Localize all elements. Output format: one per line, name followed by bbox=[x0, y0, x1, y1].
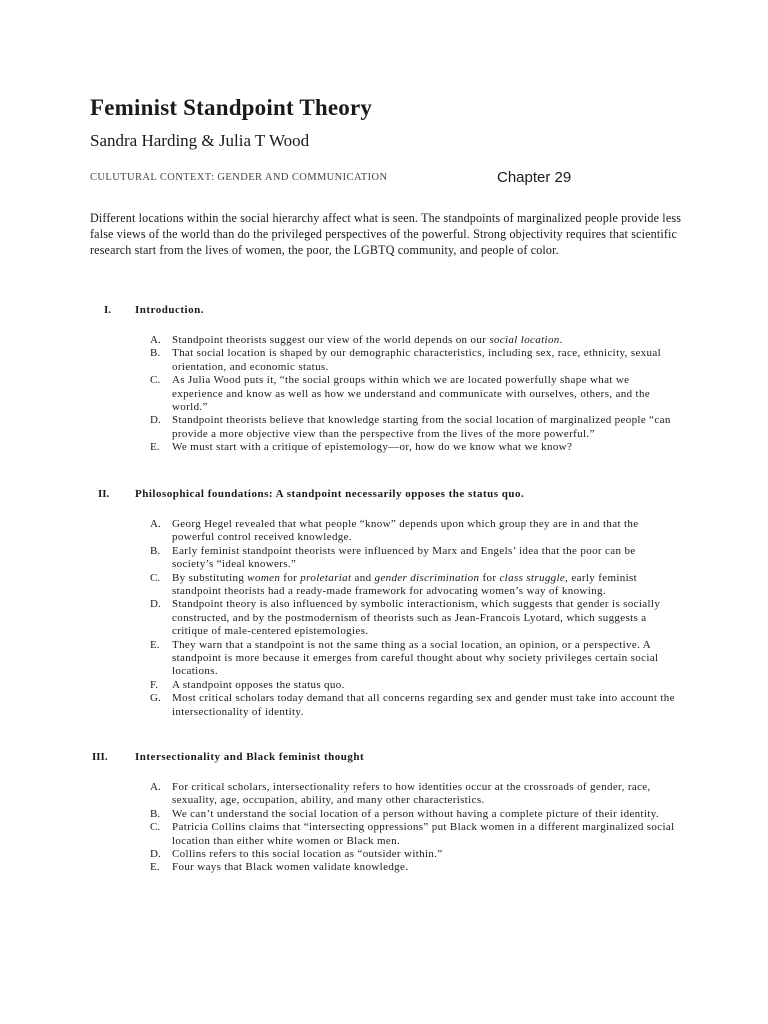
item-text-run: Early feminist standpoint theorists were influenced by Marx and Engels’ idea that the poor can be society’s “ideal knowers.” bbox=[172, 544, 636, 571]
chapter-label: Chapter 29 bbox=[497, 169, 572, 186]
outline-item bbox=[0, 441, 768, 454]
item-label: B. bbox=[150, 347, 161, 360]
item-text-run: for bbox=[280, 571, 301, 584]
item-text bbox=[172, 347, 677, 374]
item-emphasis: gender discrimination bbox=[374, 571, 480, 584]
item-label: C. bbox=[150, 571, 161, 584]
item-text-run: Four ways that Black women validate knowledge. bbox=[172, 861, 409, 874]
item-text-run: for bbox=[479, 571, 500, 584]
item-label: D. bbox=[150, 598, 161, 611]
item-label: D. bbox=[150, 848, 161, 861]
outline-item bbox=[0, 347, 768, 374]
item-label: A. bbox=[150, 518, 161, 530]
item-label: D. bbox=[150, 414, 161, 427]
item-label: E. bbox=[150, 861, 160, 874]
section-number: II. bbox=[98, 488, 110, 500]
item-text-run: Georg Hegel revealed that what people “know” depends upon which group they are in and that the powerful control received knowledge. bbox=[172, 518, 639, 544]
section-title: Introduction. bbox=[135, 304, 204, 316]
item-text-run: and bbox=[351, 571, 375, 584]
outline-item bbox=[0, 679, 768, 692]
item-label: A. bbox=[150, 781, 161, 793]
outline-item bbox=[0, 781, 768, 808]
item-text bbox=[172, 545, 677, 572]
item-text-run: As Julia Wood puts it, “the social groups within which we are located powerfully shape what we experience and know as well as how we understand and communicate with ourselves, others, and the world.” bbox=[172, 374, 651, 414]
section-number: I. bbox=[104, 304, 112, 316]
item-emphasis: proletariat bbox=[300, 571, 352, 584]
item-text bbox=[172, 374, 677, 414]
outline-item bbox=[0, 598, 768, 638]
item-text-run: For critical scholars, intersectionality refers to how identities occur at the crossroads of gender, race, sexuality, age, occupation, ability, and many other characteristics. bbox=[172, 781, 651, 807]
document-title: Feminist Standpoint Theory bbox=[90, 95, 373, 120]
item-text bbox=[172, 518, 677, 545]
item-text-run: We must start with a critique of epistemology—or, how do we know what we know? bbox=[172, 441, 573, 454]
cultural-context-label: CULUTURAL CONTEXT: GENDER AND COMMUNICATION bbox=[90, 172, 388, 183]
item-text bbox=[172, 861, 677, 874]
item-text-run: Most critical scholars today demand that all concerns regarding sex and gender must take into account the intersectionality of identity. bbox=[172, 692, 675, 718]
outline-item bbox=[0, 861, 768, 874]
item-label: E. bbox=[150, 638, 160, 651]
item-text-run: . bbox=[559, 334, 563, 346]
intro-paragraph: Different locations within the social hierarchy affect what is seen. The standpoints of marginalized people provide less false views of the world than do the privileged perspectives of the powerful. Strong objectivity requires that scientific research start from the lives of women, the poor, the LGBTQ community, and people of color. bbox=[90, 211, 682, 257]
item-text bbox=[172, 598, 677, 638]
item-text-run: Collins refers to this social location as “outsider within.” bbox=[172, 848, 443, 861]
item-label: C. bbox=[150, 374, 161, 387]
outline-item bbox=[0, 374, 768, 414]
item-emphasis: social location bbox=[489, 334, 560, 346]
item-text-run: That social location is shaped by our demographic characteristics, including sex, race, ethnicity, sexual orientation, and economic status. bbox=[172, 347, 662, 373]
section-title: Intersectionality and Black feminist thought bbox=[135, 751, 365, 763]
outline-item bbox=[0, 572, 768, 599]
outline-item bbox=[0, 545, 768, 572]
item-emphasis: class struggle bbox=[499, 571, 566, 584]
outline-item bbox=[0, 848, 768, 861]
item-text bbox=[172, 334, 677, 347]
item-label: A. bbox=[150, 334, 161, 346]
item-text bbox=[172, 639, 677, 679]
item-text bbox=[172, 572, 677, 599]
section-items bbox=[0, 334, 768, 455]
item-text-run: Standpoint theory is also influenced by symbolic interactionism, which suggests that gender is socially constructed, and by the postmodernism of theorists such as Jean-Francois Lyotard, which suggests a critique of male-centered epistemologies. bbox=[172, 598, 661, 638]
outline-item bbox=[0, 808, 768, 821]
item-text-run: By substituting bbox=[172, 571, 248, 584]
item-text-run: A standpoint opposes the status quo. bbox=[172, 678, 345, 691]
item-label: C. bbox=[150, 821, 161, 834]
item-label: B. bbox=[150, 544, 161, 557]
item-text bbox=[172, 781, 677, 808]
item-text-run: Patricia Collins claims that “intersecting oppressions” put Black women in a different marginalized social location than either white women or Black men. bbox=[172, 821, 675, 847]
outline-item bbox=[0, 639, 768, 679]
outline-item bbox=[0, 821, 768, 848]
item-text-run: Standpoint theorists believe that knowledge starting from the social location of marginalized people “can provide a more objective view than the perspective from the lives of the more powerful.” bbox=[172, 414, 671, 440]
document-authors: Sandra Harding & Julia T Wood bbox=[90, 131, 310, 150]
item-text bbox=[172, 414, 677, 441]
outline-item bbox=[0, 414, 768, 441]
item-text bbox=[172, 821, 677, 848]
item-label: G. bbox=[150, 692, 161, 705]
item-emphasis: women bbox=[247, 571, 281, 584]
outline-item bbox=[0, 518, 768, 545]
item-text bbox=[172, 692, 677, 719]
section-items bbox=[0, 518, 768, 719]
item-text-run: , early feminist standpoint theorists had a ready-made framework for advocating women’s way of knowing. bbox=[172, 571, 638, 598]
section-items bbox=[0, 781, 768, 875]
item-label: B. bbox=[150, 807, 161, 820]
item-text-run: We can’t understand the social location of a person without having a complete picture of their identity. bbox=[172, 807, 659, 820]
item-text-run: Standpoint theorists suggest our view of the world depends on our bbox=[172, 334, 490, 346]
item-label: E. bbox=[150, 441, 160, 454]
item-label: F. bbox=[150, 678, 158, 691]
item-text-run: They warn that a standpoint is not the same thing as a social location, an opinion, or a perspective. A standpoint is more because it emerges from careful thought about why society privileges certain social locations. bbox=[172, 638, 659, 678]
item-text bbox=[172, 848, 677, 861]
item-text bbox=[172, 679, 677, 692]
outline-item bbox=[0, 334, 768, 347]
item-text bbox=[172, 808, 677, 821]
section-number: III. bbox=[92, 751, 108, 763]
item-text bbox=[172, 441, 677, 454]
section-title: Philosophical foundations: A standpoint necessarily opposes the status quo. bbox=[135, 488, 525, 500]
outline-item bbox=[0, 692, 768, 719]
